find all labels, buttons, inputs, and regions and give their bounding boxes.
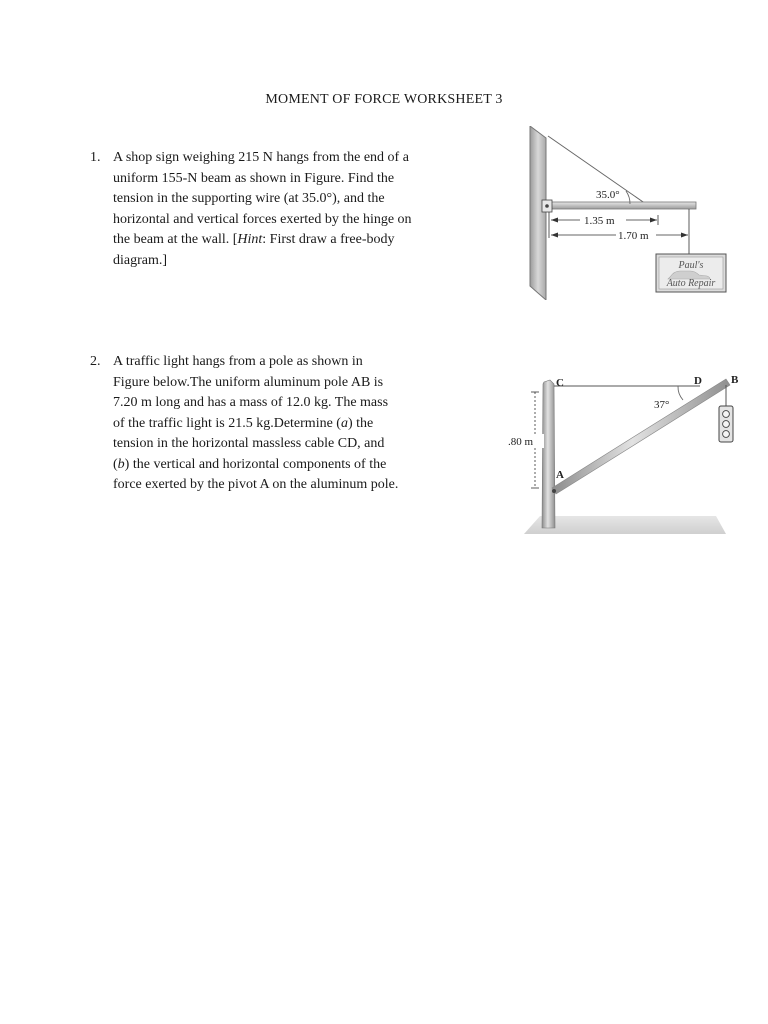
- problem-line: 7.20 m long and has a mass of 12.0 kg. The mass: [113, 395, 389, 410]
- label-d: D: [694, 375, 702, 387]
- angle-label: 35.0°: [596, 189, 620, 201]
- inner-length-label: 1.35 m: [584, 215, 615, 227]
- aluminum-pole-ab: [552, 379, 730, 494]
- sign-line-1: Paul's: [678, 260, 704, 271]
- problem-line: uniform 155-N beam as shown in Figure. Find the: [113, 170, 395, 186]
- dim-arrow: [551, 218, 558, 223]
- yellow-lamp-icon: [723, 421, 730, 428]
- text-run: ) the vertical and horizontal components of the: [124, 456, 387, 472]
- page-title: MOMENT OF FORCE WORKSHEET 3: [265, 92, 503, 107]
- label-c: C: [556, 377, 564, 389]
- text-run: ) the: [347, 415, 374, 431]
- problem-line: [113, 230, 412, 251]
- angle-label: 37°: [654, 399, 670, 411]
- dim-arrow: [551, 233, 558, 238]
- problem-line: tension in the supporting wire (at 35.0°), and the: [113, 191, 385, 206]
- beam: [546, 202, 696, 209]
- dim-arrow: [681, 233, 688, 238]
- problem-line: Figure below.The uniform aluminum pole AB is: [113, 374, 384, 390]
- problem-line: [113, 414, 398, 435]
- problem-line: force exerted by the pivot A on the aluminum pole.: [113, 477, 399, 492]
- problem-line: [113, 455, 398, 476]
- vertical-pole: [542, 380, 555, 528]
- problem-number: 1.: [90, 150, 101, 165]
- part-b-letter: b: [117, 456, 125, 472]
- red-lamp-icon: [723, 411, 730, 418]
- problem-1: [90, 148, 450, 278]
- problem-line: A traffic light hangs from a pole as shown in: [113, 354, 363, 369]
- wall: [530, 126, 546, 300]
- problem-line: A shop sign weighing 215 N hangs from the end of a: [113, 150, 409, 165]
- hinge-pin: [545, 204, 549, 208]
- label-b: B: [731, 374, 739, 386]
- text-run: : First draw a free-body: [262, 232, 395, 247]
- traffic-light-figure: [500, 372, 750, 540]
- dim-arrow: [650, 218, 657, 223]
- text-run: the beam at the wall. [: [113, 232, 238, 247]
- problem-number: 2.: [90, 354, 101, 369]
- hint-word: Hint: [237, 232, 263, 247]
- text-run: (: [113, 456, 118, 472]
- problem-2: [90, 352, 430, 502]
- pivot-a: [552, 489, 556, 493]
- outer-length-label: 1.70 m: [618, 230, 649, 242]
- problem-line: diagram.]: [113, 252, 168, 268]
- label-a: A: [556, 469, 564, 481]
- sign-line-2: Auto Repair: [666, 278, 716, 289]
- problem-text: [113, 352, 398, 496]
- problem-line: tension in the horizontal massless cable CD, and: [113, 436, 385, 451]
- problem-text: [113, 148, 412, 271]
- angle-arc: [678, 386, 683, 400]
- text-run: of the traffic light is 21.5 kg.Determine (: [113, 415, 341, 431]
- shop-sign-figure: [522, 126, 740, 300]
- green-lamp-icon: [723, 431, 730, 438]
- height-label: .80 m: [508, 436, 534, 448]
- problem-line: horizontal and vertical forces exerted by the hinge on: [113, 211, 412, 227]
- part-a-letter: a: [340, 415, 348, 431]
